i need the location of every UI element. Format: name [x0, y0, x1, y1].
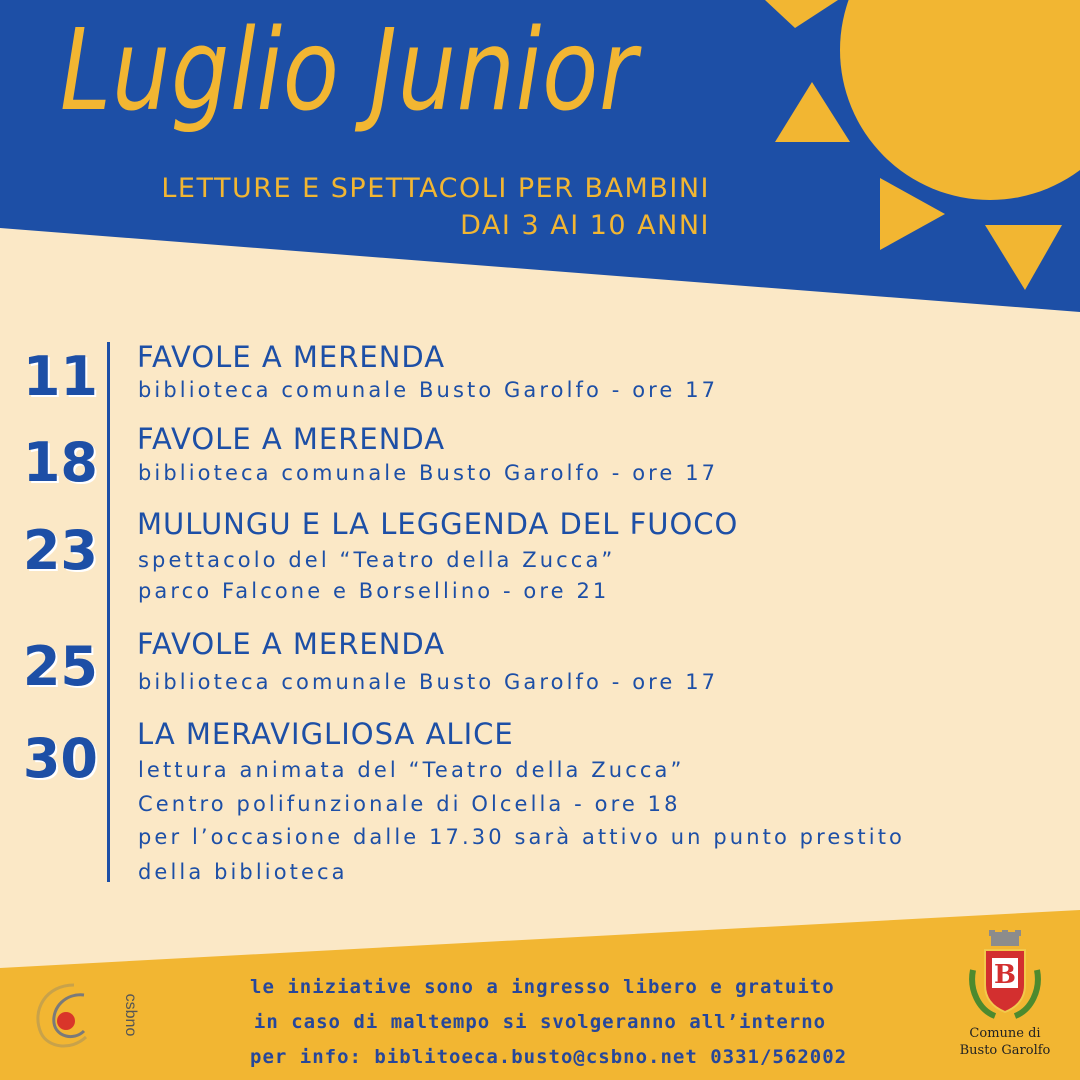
event-detail: lettura animata del “Teatro della Zucca”: [138, 758, 685, 782]
event-title: FAVOLE A MERENDA: [137, 340, 446, 374]
svg-text:csbno: csbno: [122, 993, 139, 1037]
event-day: 30: [22, 727, 98, 790]
event-detail: biblioteca comunale Busto Garolfo - ore 17: [138, 670, 719, 694]
footer-line: le iniziative sono a ingresso libero e gratuito: [250, 976, 835, 998]
crest-caption: [945, 1025, 1065, 1059]
event-title: FAVOLE A MERENDA: [137, 422, 446, 456]
event-day: 18: [22, 431, 98, 494]
event-day: 23: [22, 519, 98, 582]
event-detail: parco Falcone e Borsellino - ore 21: [138, 579, 610, 603]
subtitle: [161, 170, 710, 244]
footer-line: in caso di maltempo si svolgeranno all’interno: [253, 1011, 827, 1033]
coat-of-arms-icon: [965, 930, 1045, 1025]
event-detail: per l’occasione dalle 17.30 sarà attivo un punto prestito: [138, 825, 905, 849]
svg-text:B: B: [994, 960, 1016, 990]
subtitle-line: DAI 3 AI 10 ANNI: [460, 210, 710, 241]
event-detail: Centro polifunzionale di Olcella - ore 18: [138, 792, 681, 816]
crest-caption-line: Busto Garolfo: [959, 1043, 1051, 1058]
subtitle-line: LETTURE E SPETTACOLI PER BAMBINI: [161, 173, 710, 204]
event-day: 11: [22, 345, 98, 408]
event-day: 25: [22, 635, 98, 698]
event-title: LA MERAVIGLIOSA ALICE: [137, 717, 514, 751]
timeline-divider: [107, 342, 110, 882]
footer-line: per info: biblitoeca.busto@csbno.net 0331/562002: [250, 1046, 848, 1068]
event-detail: biblioteca comunale Busto Garolfo - ore 17: [138, 378, 719, 402]
event-title: FAVOLE A MERENDA: [137, 627, 446, 661]
event-detail: della biblioteca: [138, 860, 348, 884]
event-detail: spettacolo del “Teatro della Zucca”: [138, 548, 616, 572]
event-detail: biblioteca comunale Busto Garolfo - ore 17: [138, 461, 719, 485]
page-title: Luglio Junior: [60, 6, 638, 136]
crest-caption-line: Comune di: [969, 1026, 1041, 1041]
footer-info: [250, 970, 848, 1075]
event-title: MULUNGU E LA LEGGENDA DEL FUOCO: [137, 507, 739, 541]
csbno-logo: [26, 975, 139, 1055]
